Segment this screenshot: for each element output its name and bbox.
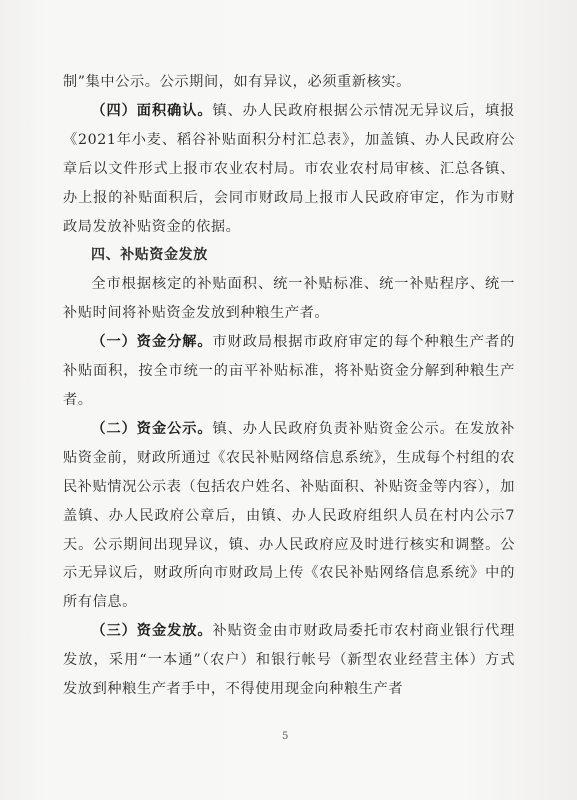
sub-2-heading: （二）资金公示。: [91, 420, 213, 437]
item-4-paragraph: [63, 97, 515, 242]
document-body: [63, 68, 515, 704]
sub-1-paragraph: [63, 328, 515, 415]
sub-3-text: 补贴资金由市财政局委托市农村商业银行代理发放，采用“一本通”（农户）和银行帐号（新型农业经营主体）方式发放到种粮生产者手中，不得使用现金向种粮生产者: [63, 623, 515, 698]
sub-2-text: 镇、办人民政府负责补贴资金公示。在发放补贴资金前，财政所通过《农民补贴网络信息系统》，生成每个村组的农民补贴情况公示表（包括农户姓名、补贴面积、补贴资金等内容），加盖镇、办人民政府公章后，由镇、办人民政府组织人员在村内公示7天。公示期间出现异议，镇、办人民政府应及时进行核实和调整。公示无异议后，财政所向市财政局上传《农民补贴网络信息系统》中的所有信息。: [63, 420, 515, 611]
item-4-heading: （四）面积确认。: [91, 102, 213, 119]
sub-1-heading: （一）资金分解。: [91, 334, 213, 351]
sub-2-paragraph: [63, 415, 515, 617]
continued-paragraph: 制”集中公示。公示期间，如有异议，必须重新核实。: [63, 74, 411, 90]
section-4-intro: 全市根据核定的补贴面积、统一补贴标准、统一补贴程序、统一补贴时间将补贴资金发放到种粮生产者。: [63, 276, 515, 322]
page-number: 5: [282, 731, 289, 742]
section-4-heading: 四、补贴资金发放: [91, 247, 208, 264]
sub-3-heading: （三）资金发放。: [91, 623, 213, 640]
sub-1-text: 市财政局根据市政府审定的每个种粮生产者的补贴面积，按全市统一的亩平补贴标准，将补贴资金分解到种粮生产者。: [63, 334, 515, 408]
item-4-text: 镇、办人民政府根据公示情况无异议后，填报《2021年小麦、稻谷补贴面积分村汇总表》，加盖镇、办人民政府公章后以文件形式上报市农业农村局。市农业农村局审核、汇总各镇、办上报的补贴面积后，会同市财政局上报市人民政府审定，作为市财政局发放补贴资金的依据。: [63, 102, 515, 235]
sub-3-paragraph: [63, 617, 515, 704]
